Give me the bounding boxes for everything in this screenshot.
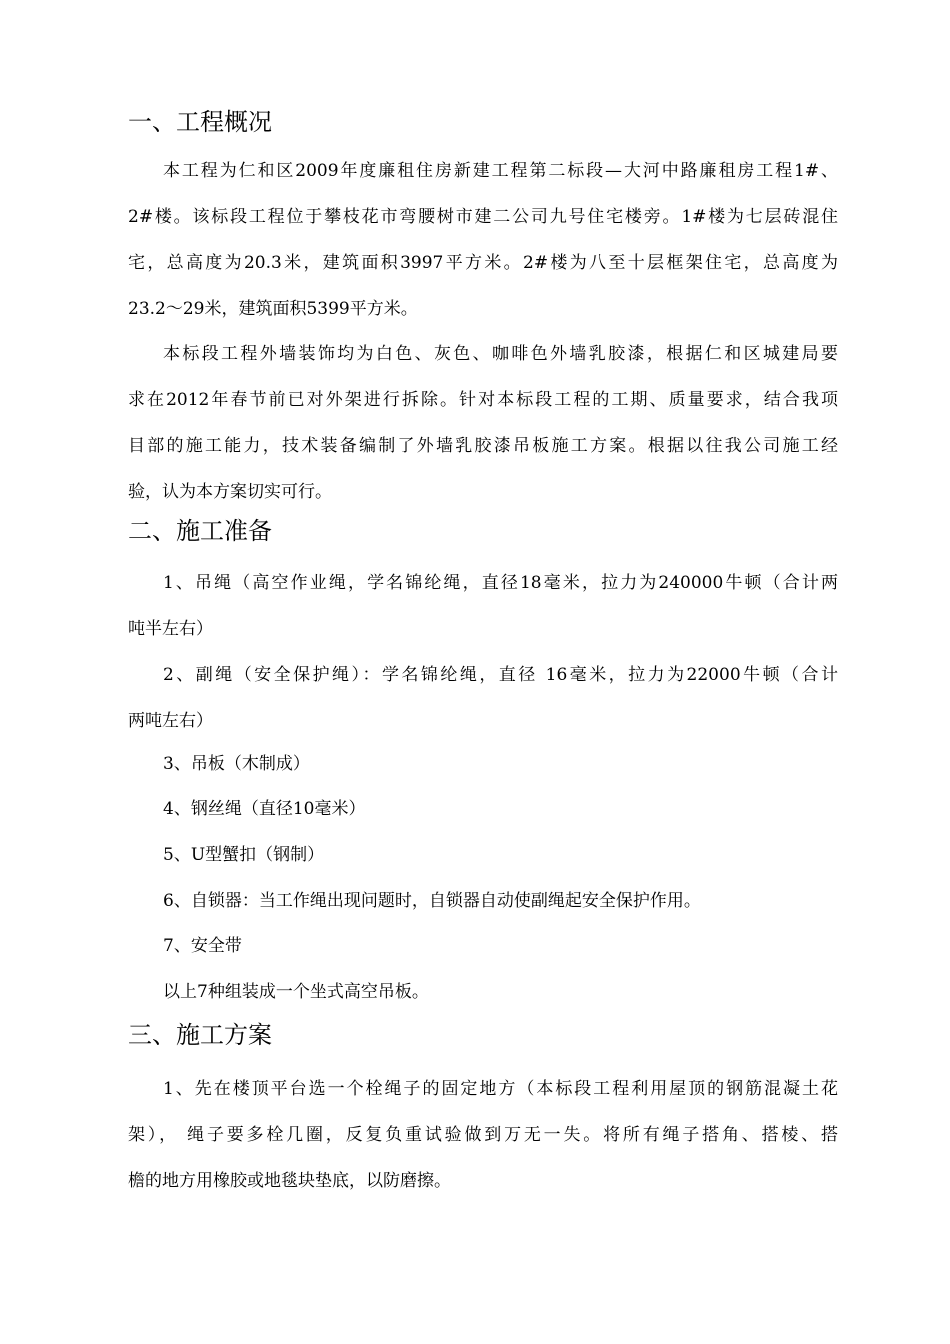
text-line: 本工程为仁和区2009年度廉租住房新建工程第二标段—大河中路廉租房工程1#、 [163, 161, 838, 181]
section-heading-preparation: 二、施工准备 [128, 517, 272, 545]
paragraph-exterior-finish [128, 331, 838, 515]
list-item-safety-rope [128, 652, 838, 744]
section-heading-overview: 一、工程概况 [128, 108, 272, 136]
text-line: 验，认为本方案切实可行。 [128, 482, 332, 502]
text-line: 求在2012年春节前已对外架进行拆除。针对本标段工程的工期、质量要求，结合我项 [128, 390, 838, 410]
text-line: 1、先在楼顶平台选一个栓绳子的固定地方（本标段工程利用屋顶的钢筋混凝土花 [163, 1079, 838, 1099]
text-line: 架）， 绳子要多栓几圈，反复负重试验做到万无一失。将所有绳子搭角、搭棱、搭 [128, 1125, 838, 1145]
list-item-self-lock: 6、自锁器：当工作绳出现问题时，自锁器自动使副绳起安全保护作用。 [163, 891, 701, 911]
list-item-hanging-rope [128, 560, 838, 652]
text-line: 吨半左右） [128, 619, 213, 639]
list-item-u-shackle: 5、U型蟹扣（钢制） [163, 845, 325, 865]
text-line: 目部的施工能力，技术装备编制了外墙乳胶漆吊板施工方案。根据以往我公司施工经 [128, 436, 838, 456]
text-line: 23.2～29米，建筑面积5399平方米。 [128, 299, 418, 319]
paragraph-project-overview [128, 148, 838, 332]
list-item-hanging-board: 3、吊板（木制成） [163, 754, 310, 774]
paragraph-plan-step-1 [128, 1066, 838, 1204]
list-item-safety-belt: 7、安全带 [163, 936, 242, 956]
text-line: 1、吊绳（高空作业绳，学名锦纶绳，直径18毫米，拉力为240000牛顿（合计两 [163, 573, 838, 593]
text-line: 宅，总高度为20.3米，建筑面积3997平方米。2#楼为八至十层框架住宅，总高度为 [128, 253, 838, 273]
section-heading-plan: 三、施工方案 [128, 1021, 272, 1049]
text-line: 本标段工程外墙装饰均为白色、灰色、咖啡色外墙乳胶漆，根据仁和区城建局要 [163, 344, 838, 364]
text-line: 2#楼。该标段工程位于攀枝花市弯腰树市建二公司九号住宅楼旁。1#楼为七层砖混住 [128, 207, 838, 227]
list-item-wire-rope: 4、钢丝绳（直径10毫米） [163, 799, 366, 819]
text-line: 两吨左右） [128, 711, 213, 731]
text-line: 2、副绳（安全保护绳）：学名锦纶绳，直径 16毫米，拉力为22000牛顿（合计 [163, 665, 838, 685]
text-line: 檐的地方用橡胶或地毯块垫底，以防磨擦。 [128, 1171, 451, 1191]
list-summary: 以上7种组装成一个坐式高空吊板。 [163, 982, 429, 1002]
